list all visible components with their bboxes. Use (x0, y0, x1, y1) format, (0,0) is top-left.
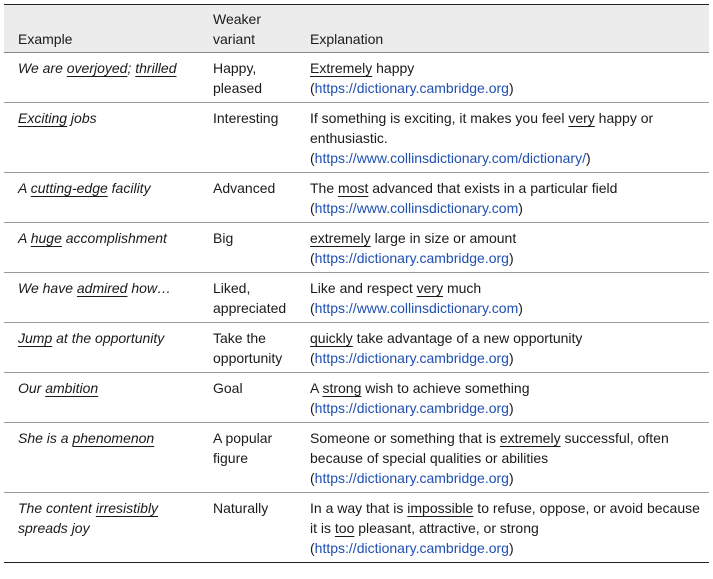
table-row (4, 492, 709, 562)
example-text: A (18, 229, 31, 246)
explanation-cell (298, 322, 709, 372)
underlined-word: huge (30, 229, 62, 246)
explanation-cell (298, 222, 709, 272)
explanation-segment: successful, often because of special qualities or abilities (310, 429, 669, 466)
table-body (4, 52, 709, 562)
source-link[interactable]: https://www.collinsdictionary.com/dictionary/ (314, 149, 586, 166)
source-link[interactable]: https://dictionary.cambridge.org (314, 349, 509, 366)
explanation-segment: to refuse, oppose, or avoid because it is (310, 499, 700, 536)
source-link-line: (https://dictionary.cambridge.org) (310, 349, 514, 366)
example-cell (4, 322, 201, 372)
header-weaker-variant: Weaker variant (201, 5, 298, 52)
source-link-line: (https://dictionary.cambridge.org) (310, 79, 514, 96)
explanation-segment: happy or enthusiastic. (310, 109, 654, 146)
example-cell (4, 372, 201, 422)
weaker-variant-cell: Advanced (213, 179, 276, 196)
weaker-variant-cell: Happy, pleased (213, 59, 263, 96)
table-row (4, 222, 709, 272)
table-row (4, 172, 709, 222)
example-text: how… (127, 279, 172, 296)
source-link-line: (https://www.collinsdictionary.com/dictionary/) (310, 149, 591, 166)
example-cell (4, 492, 201, 562)
underlined-word: irresistibly (95, 499, 159, 516)
explanation-cell (298, 422, 709, 492)
example-text: A (18, 179, 31, 196)
source-link[interactable]: https://dictionary.cambridge.org (314, 539, 509, 556)
table-row (4, 52, 709, 102)
example-cell (4, 172, 201, 222)
example-cell (4, 102, 201, 172)
header-explanation: Explanation (298, 5, 709, 52)
weaker-variant-cell: Take the opportunity (213, 329, 283, 366)
explanation-segment: take advantage of a new opportunity (352, 329, 583, 346)
table-row (4, 422, 709, 492)
underlined-word: quickly (310, 329, 353, 346)
table-row (4, 322, 709, 372)
table (4, 5, 709, 562)
source-link-line: (https://dictionary.cambridge.org) (310, 469, 514, 486)
underlined-word: extremely (499, 429, 561, 446)
explanation-segment: advanced that exists in a particular field (368, 179, 618, 196)
underlined-word: strong (322, 379, 362, 396)
example-text: We have (18, 279, 77, 296)
source-link[interactable]: https://dictionary.cambridge.org (314, 249, 509, 266)
explanation-segment: much (443, 279, 482, 296)
source-link-line: (https://dictionary.cambridge.org) (310, 249, 514, 266)
table-row (4, 102, 709, 172)
explanation-segment: A (310, 379, 323, 396)
underlined-word: very (568, 109, 595, 126)
underlined-word: admired (76, 279, 128, 296)
underlined-word: most (338, 179, 369, 196)
source-link[interactable]: https://dictionary.cambridge.org (314, 79, 509, 96)
explanation-cell (298, 372, 709, 422)
example-text: The content (18, 499, 96, 516)
source-link-line: (https://www.collinsdictionary.com) (310, 299, 523, 316)
example-text: She is a (18, 429, 73, 446)
source-link[interactable]: https://www.collinsdictionary.com (314, 299, 519, 316)
explanation-segment: The (310, 179, 339, 196)
underlined-word: cutting-edge (30, 179, 108, 196)
table-row (4, 272, 709, 322)
explanation-text (310, 430, 669, 466)
explanation-segment: Someone or something that is (310, 429, 500, 446)
explanation-cell (298, 492, 709, 562)
explanation-segment: Like and respect (310, 279, 417, 296)
example-cell (4, 222, 201, 272)
explanation-segment: happy (372, 59, 415, 76)
source-link-line: (https://www.collinsdictionary.com) (310, 199, 523, 216)
header-row (4, 5, 709, 52)
example-text: jobs (67, 109, 97, 126)
source-link-line: (https://dictionary.cambridge.org) (310, 399, 514, 416)
explanation-cell (298, 102, 709, 172)
weaker-variant-cell: Interesting (213, 109, 279, 126)
underlined-word: Extremely (310, 59, 373, 76)
explanation-cell (298, 52, 709, 102)
explanation-cell (298, 172, 709, 222)
explanation-text (310, 230, 516, 246)
source-link[interactable]: https://dictionary.cambridge.org (314, 469, 509, 486)
explanation-segment: wish to achieve something (361, 379, 530, 396)
weaker-variant-cell: Goal (213, 379, 243, 396)
underlined-word: overjoyed (66, 59, 128, 76)
source-link[interactable]: https://www.collinsdictionary.com (314, 199, 519, 216)
underlined-word: extremely (310, 229, 371, 246)
example-text: facility (107, 179, 151, 196)
header-example: Example (4, 5, 201, 52)
explanation-segment: If something is exciting, it makes you feel (310, 109, 569, 126)
explanation-text (310, 110, 653, 146)
example-text: Our (18, 379, 46, 396)
explanation-segment: large in size or amount (370, 229, 517, 246)
underlined-word: ambition (45, 379, 99, 396)
example-text: at the opportunity (52, 329, 165, 346)
underlined-word: Jump (18, 329, 53, 346)
explanation-text (310, 60, 414, 76)
explanation-text (310, 280, 481, 296)
explanation-text (310, 380, 529, 396)
example-text: We are (18, 59, 67, 76)
table-row (4, 372, 709, 422)
example-text: spreads joy (18, 519, 90, 536)
underlined-word: phenomenon (72, 429, 155, 446)
weaker-variant-cell: Naturally (213, 499, 269, 516)
table-header (4, 5, 709, 52)
example-cell (4, 272, 201, 322)
underlined-word: impossible (407, 499, 474, 516)
weaker-variant-cell: Liked, appreciated (213, 279, 287, 316)
weaker-variant-cell: A popular figure (213, 429, 273, 466)
example-text: ; (127, 59, 136, 76)
underlined-word: thrilled (135, 59, 177, 76)
explanation-text (310, 330, 582, 346)
weaker-variant-cell: Big (213, 229, 234, 246)
source-link[interactable]: https://dictionary.cambridge.org (314, 399, 509, 416)
explanation-segment: pleasant, attractive, or strong (354, 519, 539, 536)
example-cell (4, 52, 201, 102)
example-cell (4, 422, 201, 492)
underlined-word: very (416, 279, 444, 296)
explanation-cell (298, 272, 709, 322)
explanation-segment: In a way that is (310, 499, 408, 516)
underlined-word: too (334, 519, 355, 536)
example-text: accomplishment (61, 229, 167, 246)
source-link-line: (https://dictionary.cambridge.org) (310, 539, 514, 556)
word-choice-table (4, 4, 709, 563)
explanation-text (310, 500, 700, 536)
explanation-text (310, 180, 617, 196)
underlined-word: Exciting (18, 109, 68, 126)
